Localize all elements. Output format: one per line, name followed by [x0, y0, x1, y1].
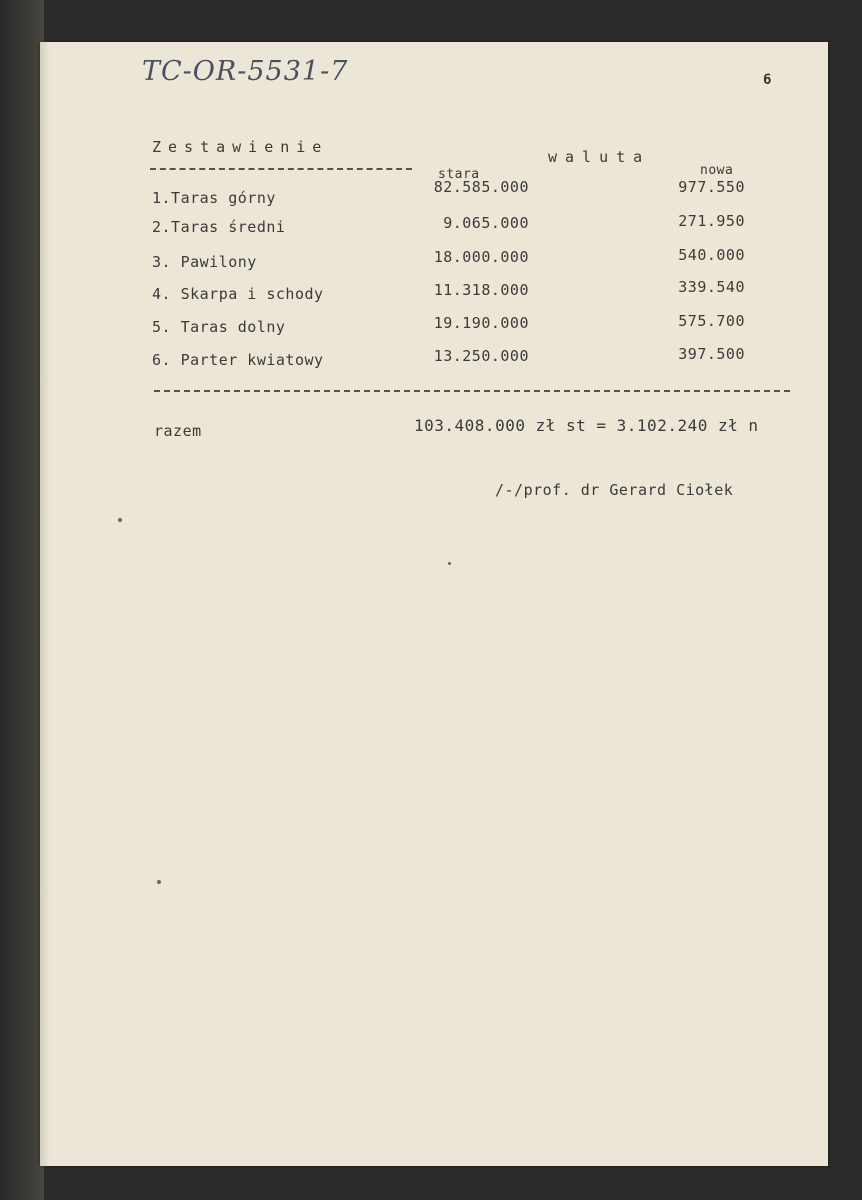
row-label: 6. Parter kwiatowy: [152, 351, 324, 369]
document-page: [40, 42, 828, 1166]
row-old-value: 13.250.000: [433, 347, 529, 365]
total-divider: [154, 390, 790, 392]
paper-speck: [157, 880, 161, 884]
row-old-value: 11.318.000: [433, 281, 529, 299]
archive-signature-code: TC-OR-5531-7: [142, 56, 349, 87]
page-number: 6: [763, 72, 772, 88]
row-new-value: 339.540: [678, 278, 745, 296]
paper-speck: [448, 562, 451, 565]
currency-heading: waluta: [548, 148, 651, 166]
column-header-new: nowa: [700, 163, 734, 178]
row-new-value: 271.950: [678, 212, 745, 230]
column-header-old: stara: [438, 167, 480, 182]
row-new-value: 540.000: [678, 246, 745, 264]
document-title: Zestawienie: [152, 138, 329, 156]
row-old-value: 9.065.000: [443, 214, 529, 232]
signer-name: /-/prof. dr Gerard Ciołek: [495, 481, 734, 499]
row-label: 5. Taras dolny: [152, 318, 286, 336]
row-old-value: 18.000.000: [433, 248, 529, 266]
paper-speck: [118, 518, 122, 522]
title-underline: [150, 168, 412, 170]
row-old-value: 19.190.000: [433, 314, 529, 332]
binder-edge: [0, 0, 44, 1200]
row-label: 2.Taras średni: [152, 218, 286, 236]
row-new-value: 575.700: [678, 312, 745, 330]
row-label: 4. Skarpa i schody: [152, 285, 324, 303]
row-old-value: 82.585.000: [433, 178, 529, 196]
total-expression: 103.408.000 zł st = 3.102.240 zł n: [414, 416, 759, 435]
row-new-value: 977.550: [678, 178, 745, 196]
total-label: razem: [154, 422, 202, 440]
row-new-value: 397.500: [678, 345, 745, 363]
row-label: 3. Pawilony: [152, 253, 257, 271]
row-label: 1.Taras górny: [152, 189, 276, 207]
